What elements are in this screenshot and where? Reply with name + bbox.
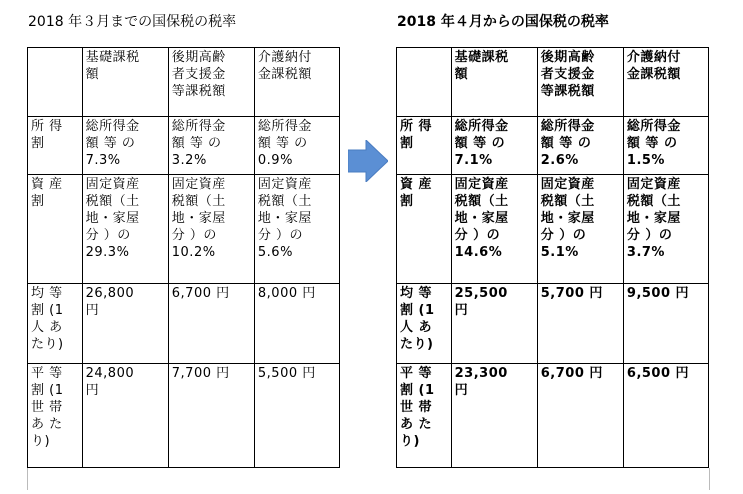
column-header: 介護納付 金課税額: [623, 48, 708, 117]
corner-cell: [28, 48, 83, 117]
table-row: [28, 175, 340, 284]
table-cell: 総所得金 額 等 の 1.5%: [623, 117, 708, 175]
table-cell: 固定資産 税額（土 地・家屋 分 ）の 5.6%: [254, 175, 339, 284]
table-cell: 総所得金 額 等 の 7.1%: [451, 117, 537, 175]
row-header: 平 等 割 (1 世 帯 あ た り): [397, 364, 452, 468]
row-header: 均 等 割 (1 人 あ たり): [397, 284, 452, 364]
column-header: 介護納付 金課税額: [254, 48, 339, 117]
table-cell: 固定資産 税額（土 地・家屋 分 ）の 10.2%: [168, 175, 254, 284]
right-table-title: 2018 年４月からの国保税の税率: [397, 14, 609, 30]
right-arrow-icon: [348, 140, 388, 182]
tax-rate-table-after: [396, 47, 709, 468]
table-header-row: [28, 48, 340, 117]
table-cell: 6,500 円: [623, 364, 708, 468]
column-header: 基礎課税 額: [451, 48, 537, 117]
row-header: 資 産 割: [397, 175, 452, 284]
table-cell: 26,800 円: [82, 284, 168, 364]
column-header: 後期高齢 者支援金 等課税額: [537, 48, 623, 117]
table-cell: 7,700 円: [168, 364, 254, 468]
table-cell: 23,300 円: [451, 364, 537, 468]
row-header: 平 等 割 (1 世 帯 あ た り): [28, 364, 83, 468]
table-row: [397, 364, 709, 468]
tax-rate-table-before: [27, 47, 340, 468]
table-row: [397, 117, 709, 175]
table-cell: 6,700 円: [537, 364, 623, 468]
table-cell: 6,700 円: [168, 284, 254, 364]
table-cell: 8,000 円: [254, 284, 339, 364]
table-row: [397, 284, 709, 364]
table-cell: 固定資産 税額（土 地・家屋 分 ）の 3.7%: [623, 175, 708, 284]
corner-cell: [397, 48, 452, 117]
page-margin-mark: [27, 468, 28, 490]
table-header-row: [397, 48, 709, 117]
table-cell: 5,700 円: [537, 284, 623, 364]
table-cell: 固定資産 税額（土 地・家屋 分 ）の 14.6%: [451, 175, 537, 284]
row-header: 均 等 割 (1 人 あ たり): [28, 284, 83, 364]
table-cell: 24,800 円: [82, 364, 168, 468]
row-header: 所 得 割: [28, 117, 83, 175]
table-cell: 総所得金 額 等 の 0.9%: [254, 117, 339, 175]
table-cell: 総所得金 額 等 の 3.2%: [168, 117, 254, 175]
table-row: [28, 117, 340, 175]
table-cell: 固定資産 税額（土 地・家屋 分 ）の 5.1%: [537, 175, 623, 284]
table-cell: 固定資産 税額（土 地・家屋 分 ）の 29.3%: [82, 175, 168, 284]
table-row: [397, 175, 709, 284]
table-cell: 25,500 円: [451, 284, 537, 364]
column-header: 基礎課税 額: [82, 48, 168, 117]
table-cell: 9,500 円: [623, 284, 708, 364]
row-header: 資 産 割: [28, 175, 83, 284]
table-row: [28, 364, 340, 468]
table-cell: 総所得金 額 等 の 2.6%: [537, 117, 623, 175]
table-row: [28, 284, 340, 364]
column-header: 後期高齢 者支援金 等課税額: [168, 48, 254, 117]
table-cell: 総所得金 額 等 の 7.3%: [82, 117, 168, 175]
table-cell: 5,500 円: [254, 364, 339, 468]
row-header: 所 得 割: [397, 117, 452, 175]
page-margin-mark: [709, 468, 710, 490]
left-table-title: 2018 年３月までの国保税の税率: [28, 14, 237, 30]
